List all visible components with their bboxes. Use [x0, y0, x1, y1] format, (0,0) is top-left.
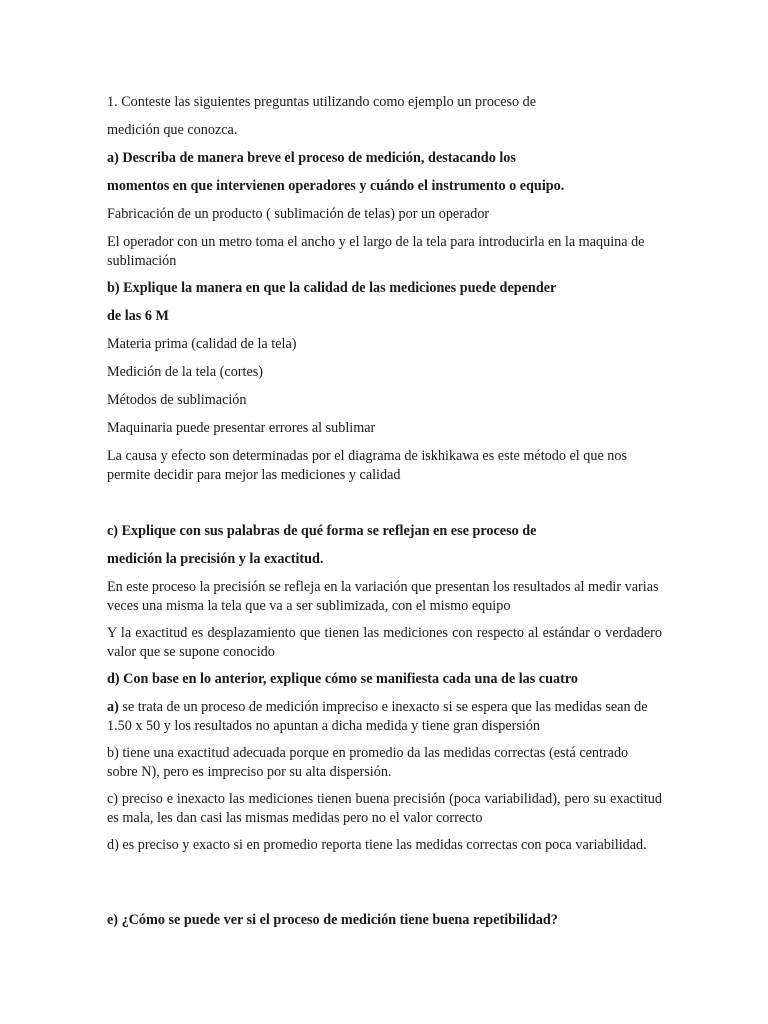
answer-d-item-a — [107, 698, 662, 736]
question-c-heading-line-1: c) Explique con sus palabras de qué forma se reflejan en ese proceso de — [107, 523, 537, 539]
answer-d-item-c: c) preciso e inexacto las mediciones tienen buena precisión (poca variabilidad), pero su exactitud es mala, les dan casi las mismas medidas pero no el valor correcto — [107, 791, 662, 826]
answer-b-item-3: Métodos de sublimación — [107, 392, 247, 408]
answer-c-paragraph-1: En este proceso la precisión se refleja en la variación que presentan los resultados al medir varias veces una misma la tela que va a ser sublimizada, con el mismo equipo — [107, 579, 659, 614]
question-b-heading-line-1: b) Explique la manera en que la calidad de las mediciones puede depender — [107, 280, 557, 296]
question-1-line-2: medición que conozca. — [107, 122, 238, 138]
question-c-heading-line-2: medición la precisión y la exactitud. — [107, 551, 324, 567]
answer-b-item-2: Medición de la tela (cortes) — [107, 364, 263, 380]
question-a-heading-line-1: a) Describa de manera breve el proceso de medición, destacando los — [107, 150, 516, 166]
answer-d-item-a-text: se trata de un proceso de medición impreciso e inexacto si se espera que las medidas sean de 1.50 x 50 y los resultados no apuntan a dicha medida y tiene gran dispersión — [107, 699, 648, 734]
answer-a-paragraph-2: El operador con un metro toma el ancho y el largo de la tela para introducirla en la maquina de sublimación — [107, 234, 645, 269]
answer-c-paragraph-2: Y la exactitud es desplazamiento que tienen las mediciones con respecto al estándar o verdadero valor que se supone conocido — [107, 625, 662, 660]
question-b-heading-line-2: de las 6 M — [107, 308, 169, 324]
question-d-heading: d) Con base en lo anterior, explique cómo se manifiesta cada una de las cuatro — [107, 671, 578, 687]
answer-d-item-b: b) tiene una exactitud adecuada porque en promedio da las medidas correctas (está centrado sobre N), pero es impreciso por su alta dispersión. — [107, 745, 629, 780]
answer-d-item-d: d) es preciso y exacto si en promedio reporta tiene las medidas correctas con poca variabilidad. — [107, 837, 647, 853]
question-1-line-1: 1. Conteste las siguientes preguntas utilizando como ejemplo un proceso de — [107, 94, 537, 110]
answer-a-paragraph-1: Fabricación de un producto ( sublimación de telas) por un operador — [107, 206, 490, 222]
question-a-heading-line-2: momentos en que intervienen operadores y cuándo el instrumento o equipo. — [107, 178, 565, 194]
answer-d-item-a-label: a) — [107, 699, 119, 715]
answer-b-item-1: Materia prima (calidad de la tela) — [107, 336, 297, 352]
answer-b-item-4: Maquinaria puede presentar errores al sublimar — [107, 420, 376, 436]
answer-b-paragraph: La causa y efecto son determinadas por el diagrama de iskhikawa es este método el que nos permite decidir para mejor las mediciones y calidad — [107, 448, 628, 483]
question-e-heading: e) ¿Cómo se puede ver si el proceso de medición tiene buena repetibilidad? — [107, 912, 558, 928]
